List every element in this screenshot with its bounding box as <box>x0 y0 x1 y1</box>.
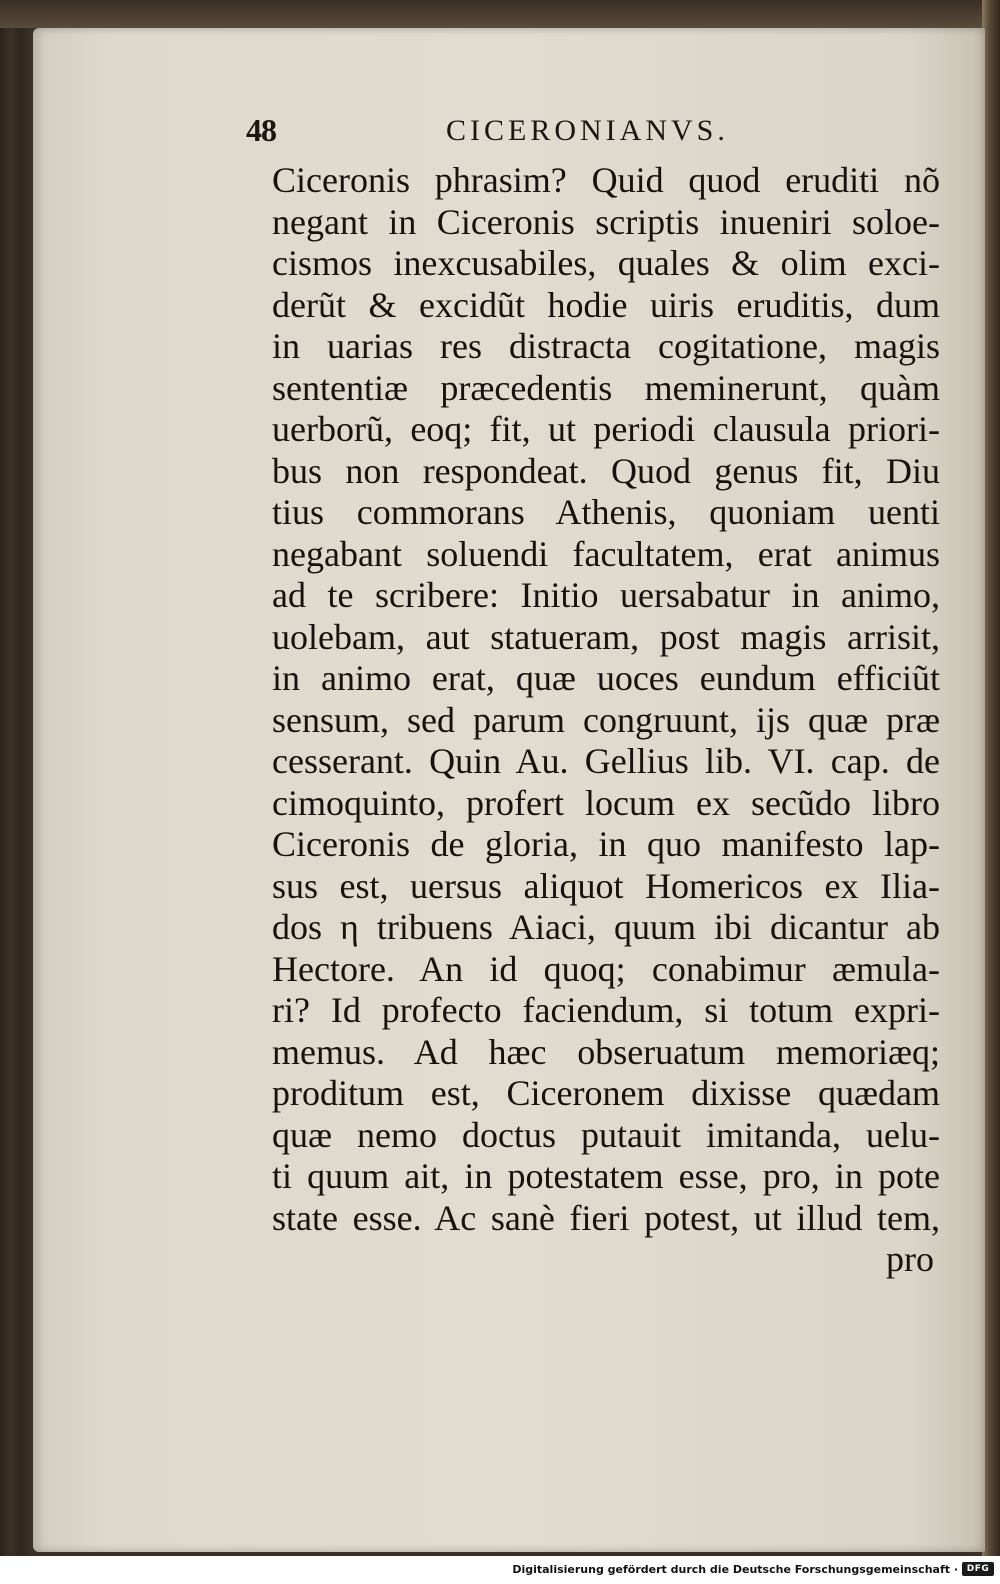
text-line: sententiæ præcedentis meminerunt, quàm <box>272 367 940 408</box>
text-line: sensum, sed parum congruunt, ijs quæ præ <box>272 699 940 740</box>
text-line: Ciceronis de gloria, in quo manifesto lap- <box>272 824 940 864</box>
text-line: ad te scribere: Initio uersabatur in animo, <box>272 575 940 615</box>
text-line: uolebam, aut statueram, post magis arrisit, <box>272 616 940 657</box>
text-line: ri? Id profecto faciendum, si totum expri- <box>272 990 940 1030</box>
text-line: derũt & excidũt hodie uiris eruditis, dum <box>272 284 940 325</box>
text-line: Ciceronis phrasim? Quid quod eruditi nõ <box>272 160 940 200</box>
top-book-edge <box>0 0 1000 28</box>
catchword: pro <box>886 1239 934 1279</box>
text-line: proditum est, Ciceronem dixisse quædam <box>272 1073 940 1113</box>
text-line: in animo erat, quæ uoces eundum efficiũt <box>272 658 940 698</box>
text-line: uerborũ, eoq; fit, ut periodi clausula priori- <box>272 409 940 449</box>
text-line: tius commorans Athenis, quoniam uenti <box>272 492 940 532</box>
footer-credit: Digitalisierung gefördert durch die Deutsche Forschungsgemeinschaft · <box>512 1563 958 1576</box>
text-line: in uarias res distracta cogitatione, magis <box>272 326 940 366</box>
text-line: ti quum ait, in potestatem esse, pro, in pote <box>272 1156 940 1196</box>
text-line: quæ nemo doctus putauit imitanda, uelu- <box>272 1114 940 1155</box>
text-line: cismos inexcusabiles, quales & olim exci- <box>272 243 940 283</box>
dfg-logo-icon: DFG <box>962 1562 994 1576</box>
text-line: negant in Ciceronis scriptis inueniri soloe- <box>272 201 940 242</box>
text-line: dos η tribuens Aiaci, quum ibi dicantur ab <box>272 907 940 947</box>
text-line: negabant soluendi facultatem, erat animus <box>272 533 940 574</box>
page-header <box>246 112 940 154</box>
body-text <box>272 160 940 1281</box>
text-line: cesserant. Quin Au. Gellius lib. VI. cap. de <box>272 741 940 781</box>
text-line: sus est, uersus aliquot Homericos ex Ilia- <box>272 865 940 906</box>
text-line: state esse. Ac sanè fieri potest, ut illud tem, <box>272 1197 940 1238</box>
page-number: 48 <box>246 112 276 148</box>
text-line: Hectore. An id quoq; conabimur æmula- <box>272 948 940 989</box>
digitization-footer <box>0 1556 1000 1584</box>
running-head: CICERONIANVS. <box>446 114 729 147</box>
text-line: bus non respondeat. Quod genus fit, Diu <box>272 450 940 491</box>
text-line: cimoquinto, profert locum ex secũdo libro <box>272 782 940 823</box>
text-line: memus. Ad hæc obseruatum memoriæq; <box>272 1031 940 1072</box>
